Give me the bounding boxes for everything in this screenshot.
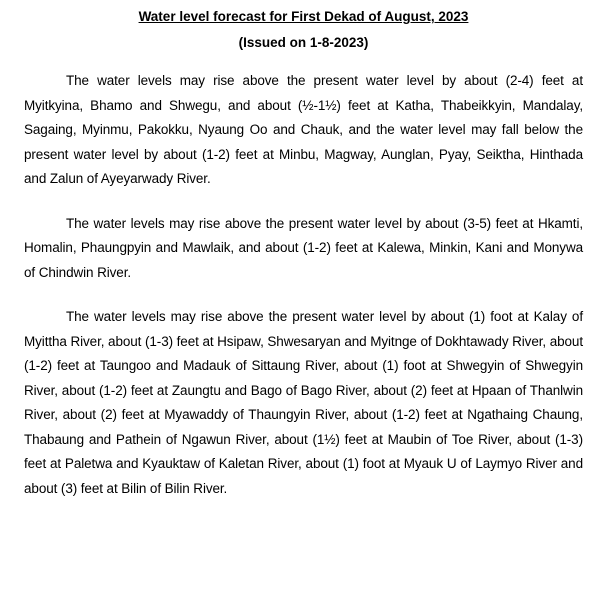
- issued-date: (Issued on 1-8-2023): [238, 35, 369, 50]
- paragraph-other-rivers: The water levels may rise above the present water level by about (1) foot at Kalay of Myittha River, about (1-3) feet at Hsipaw, Shwesaryan and Myitnge of Dokhtawady River, about (1-2) feet at Taungoo and Madauk of Sittaung River, about (1) foot at Shwegyin of Shwegyin River, about (1-2) feet at Zaungtu and Bago of Bago River, about (2) feet at Hpaan of Thanlwin River, about (2) feet at Myawaddy of Thaungyin River, about (1-2) feet at Ngathaing Chaung, Thabaung and Pathein of Ngawun River, about (1½) feet at Maubin of Toe River, about (1-3) feet at Paletwa and Kyauktaw of Kaletan River, about (1) foot at Myauk U of Laymyo River and about (3) feet at Bilin of Bilin River.: [24, 309, 583, 496]
- paragraph-chindwin: The water levels may rise above the present water level by about (3-5) feet at Hkamti, Homalin, Phaungpyin and Mawlaik, and about (1-2) feet at Kalewa, Minkin, Kani and Monywa of Chindwin River.: [24, 215, 583, 280]
- paragraph-ayeyarwady: The water levels may rise above the present water level by about (2-4) feet at Myitkyina, Bhamo and Shwegu, and about (½-1½) feet at Katha, Thabeikkyin, Mandalay, Sagaing, Myinmu, Pakokku, Nyaung Oo and Chauk, and the water level may fall below the present water level by about (1-2) feet at Minbu, Magway, Aunglan, Pyay, Seiktha, Hinthada and Zalun of Ayeyarwady River.: [24, 73, 583, 186]
- document-title: Water level forecast for First Dekad of August, 2023: [138, 9, 469, 24]
